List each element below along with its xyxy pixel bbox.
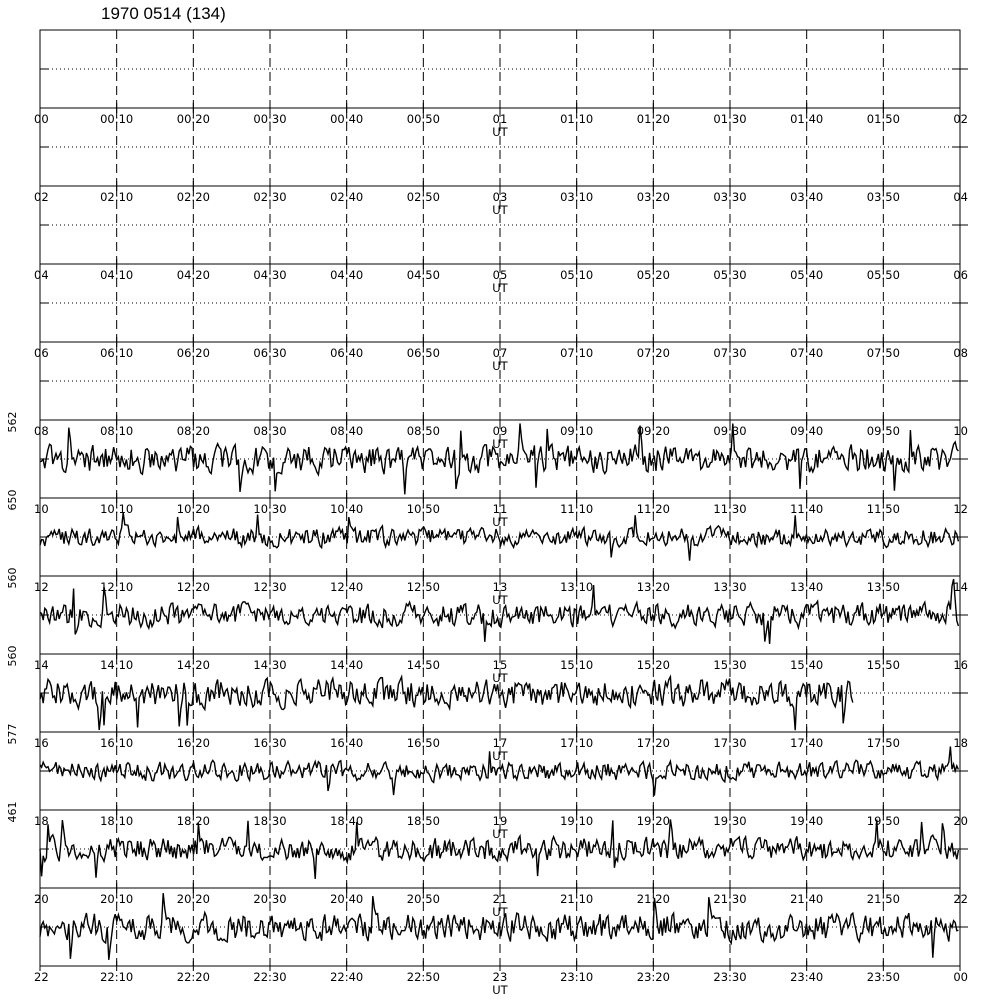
x-tick-label: 19:10	[560, 814, 594, 828]
x-tick-label: 04:30	[253, 268, 287, 282]
x-tick-label: 21	[492, 892, 508, 906]
x-tick-label: 15:40	[790, 658, 824, 672]
x-tick-label: 11	[492, 502, 508, 516]
x-tick-label: 00:50	[406, 112, 440, 126]
x-tick-label: 11:30	[713, 502, 747, 516]
x-tick-label: 07:50	[866, 346, 900, 360]
x-tick-label: 08:30	[253, 424, 287, 438]
x-tick-label: 22:50	[406, 970, 440, 984]
x-tick-label: 05:40	[790, 268, 824, 282]
x-tick-label: 16:50	[406, 736, 440, 750]
x-tick-label: 18	[34, 814, 49, 828]
x-axis-label: UT	[492, 125, 508, 139]
x-tick-label: 09:20	[636, 424, 670, 438]
x-tick-label: 23:50	[866, 970, 900, 984]
x-tick-label: 06:20	[176, 346, 210, 360]
x-tick-label: 05:50	[866, 268, 900, 282]
chart-title: 1970 0514 (134)	[101, 4, 226, 23]
x-tick-label: 01:20	[636, 112, 670, 126]
x-tick-label: 07:40	[790, 346, 824, 360]
x-tick-label: 15:50	[866, 658, 900, 672]
x-axis-label: UT	[492, 905, 508, 919]
x-tick-label: 11:10	[560, 502, 594, 516]
x-tick-label: 23:30	[713, 970, 747, 984]
x-axis-label: UT	[492, 983, 508, 997]
x-tick-label: 20	[34, 892, 49, 906]
x-tick-label: 09:10	[560, 424, 594, 438]
x-tick-label: 10:10	[100, 502, 134, 516]
x-tick-label: 05:10	[560, 268, 594, 282]
x-tick-label: 18:10	[100, 814, 134, 828]
x-tick-label: 18	[953, 736, 968, 750]
x-tick-label: 01:10	[560, 112, 594, 126]
x-tick-label: 06:50	[406, 346, 440, 360]
x-tick-label: 20	[953, 814, 968, 828]
x-tick-label: 02:40	[330, 190, 364, 204]
x-tick-label: 00:30	[253, 112, 287, 126]
x-tick-label: 03:40	[790, 190, 824, 204]
x-tick-label: 11:20	[636, 502, 670, 516]
x-tick-label: 09:50	[866, 424, 900, 438]
x-tick-label: 02:10	[100, 190, 134, 204]
x-tick-label: 08:40	[330, 424, 364, 438]
x-tick-label: 08	[34, 424, 49, 438]
x-tick-label: 12:20	[176, 580, 210, 594]
x-tick-label: 10	[953, 424, 968, 438]
x-tick-label: 08:10	[100, 424, 134, 438]
x-tick-label: 03:20	[636, 190, 670, 204]
x-tick-label: 14:30	[253, 658, 287, 672]
x-tick-label: 02	[953, 112, 968, 126]
x-tick-label: 09:40	[790, 424, 824, 438]
x-tick-label: 03:10	[560, 190, 594, 204]
x-tick-label: 01:50	[866, 112, 900, 126]
x-tick-label: 23:10	[560, 970, 594, 984]
x-tick-label: 11:50	[866, 502, 900, 516]
x-tick-label: 15:20	[636, 658, 670, 672]
panel-value-label: 577	[6, 723, 19, 745]
x-tick-label: 16:40	[330, 736, 364, 750]
x-tick-label: 21:50	[866, 892, 900, 906]
x-tick-label: 20:40	[330, 892, 364, 906]
x-tick-label: 13	[492, 580, 508, 594]
x-tick-label: 22	[953, 892, 968, 906]
x-tick-label: 00:20	[176, 112, 210, 126]
x-tick-label: 10:20	[176, 502, 210, 516]
x-tick-label: 03	[492, 190, 508, 204]
x-tick-label: 18:50	[406, 814, 440, 828]
signal-trace	[40, 677, 853, 731]
x-tick-label: 01	[492, 112, 508, 126]
x-axis-label: UT	[492, 515, 508, 529]
panel-value-label: 650	[6, 489, 19, 511]
x-axis-label: UT	[492, 437, 508, 451]
x-tick-label: 21:20	[636, 892, 670, 906]
x-tick-label: 12	[953, 502, 968, 516]
x-tick-label: 16	[953, 658, 968, 672]
x-tick-label: 04	[953, 190, 968, 204]
x-tick-label: 22:40	[330, 970, 364, 984]
x-tick-label: 16:30	[253, 736, 287, 750]
x-tick-label: 00:40	[330, 112, 364, 126]
x-tick-label: 05	[492, 268, 508, 282]
x-tick-label: 14	[953, 580, 968, 594]
x-tick-label: 21:10	[560, 892, 594, 906]
x-tick-label: 12	[34, 580, 49, 594]
x-tick-label: 19:20	[636, 814, 670, 828]
x-tick-label: 22:30	[253, 970, 287, 984]
x-tick-label: 09:30	[713, 424, 747, 438]
x-tick-label: 11:40	[790, 502, 824, 516]
x-tick-label: 07:30	[713, 346, 747, 360]
x-tick-label: 18:30	[253, 814, 287, 828]
x-tick-label: 03:30	[713, 190, 747, 204]
x-tick-label: 23:20	[636, 970, 670, 984]
x-tick-label: 19:30	[713, 814, 747, 828]
x-tick-label: 03:50	[866, 190, 900, 204]
x-tick-label: 20:50	[406, 892, 440, 906]
x-axis-label: UT	[492, 359, 508, 373]
x-tick-label: 20:20	[176, 892, 210, 906]
x-tick-label: 07:10	[560, 346, 594, 360]
x-tick-label: 00	[953, 970, 968, 984]
x-tick-label: 14:20	[176, 658, 210, 672]
x-tick-label: 12:50	[406, 580, 440, 594]
x-tick-label: 15:10	[560, 658, 594, 672]
x-tick-label: 17:20	[636, 736, 670, 750]
x-tick-label: 04:50	[406, 268, 440, 282]
x-tick-label: 23:40	[790, 970, 824, 984]
x-tick-label: 21:40	[790, 892, 824, 906]
x-tick-label: 15	[492, 658, 508, 672]
x-tick-label: 14:50	[406, 658, 440, 672]
x-tick-label: 22:20	[176, 970, 210, 984]
x-tick-label: 13:50	[866, 580, 900, 594]
x-tick-label: 16:10	[100, 736, 134, 750]
panel-value-label: 560	[6, 567, 19, 589]
x-tick-label: 18:20	[176, 814, 210, 828]
x-tick-label: 04:40	[330, 268, 364, 282]
x-tick-label: 01:40	[790, 112, 824, 126]
x-tick-label: 04	[34, 268, 49, 282]
x-tick-label: 10	[34, 502, 49, 516]
x-tick-label: 06	[34, 346, 49, 360]
x-tick-label: 20:10	[100, 892, 134, 906]
x-tick-label: 17:10	[560, 736, 594, 750]
x-axis-label: UT	[492, 593, 508, 607]
x-axis-label: UT	[492, 827, 508, 841]
x-tick-label: 07	[492, 346, 508, 360]
x-tick-label: 06:30	[253, 346, 287, 360]
x-tick-label: 00	[34, 112, 49, 126]
x-tick-label: 06:40	[330, 346, 364, 360]
x-tick-label: 02:30	[253, 190, 287, 204]
panel-value-label: 562	[6, 411, 19, 433]
x-tick-label: 13:10	[560, 580, 594, 594]
x-tick-label: 01:30	[713, 112, 747, 126]
x-tick-label: 08:20	[176, 424, 210, 438]
x-tick-label: 19	[492, 814, 508, 828]
x-tick-label: 18:40	[330, 814, 364, 828]
x-tick-label: 19:50	[866, 814, 900, 828]
x-tick-label: 04:10	[100, 268, 134, 282]
x-tick-label: 08:50	[406, 424, 440, 438]
x-tick-label: 08	[953, 346, 968, 360]
x-tick-label: 15:30	[713, 658, 747, 672]
x-axis-label: UT	[492, 671, 508, 685]
x-tick-label: 16	[34, 736, 49, 750]
x-tick-label: 17:50	[866, 736, 900, 750]
x-tick-label: 02:50	[406, 190, 440, 204]
x-axis-label: UT	[492, 749, 508, 763]
x-tick-label: 02	[34, 190, 49, 204]
x-tick-label: 10:40	[330, 502, 364, 516]
x-tick-label: 23	[492, 970, 508, 984]
x-tick-label: 17:40	[790, 736, 824, 750]
x-axis-label: UT	[492, 203, 508, 217]
x-tick-label: 13:20	[636, 580, 670, 594]
x-tick-label: 06:10	[100, 346, 134, 360]
x-tick-label: 02:20	[176, 190, 210, 204]
x-tick-label: 06	[953, 268, 968, 282]
x-tick-label: 16:20	[176, 736, 210, 750]
x-tick-label: 17	[492, 736, 508, 750]
x-tick-label: 12:40	[330, 580, 364, 594]
x-tick-label: 12:10	[100, 580, 134, 594]
x-tick-label: 04:20	[176, 268, 210, 282]
x-tick-label: 13:40	[790, 580, 824, 594]
panel-value-label: 461	[6, 801, 19, 823]
x-tick-label: 12:30	[253, 580, 287, 594]
x-tick-label: 13:30	[713, 580, 747, 594]
x-axis-label: UT	[492, 281, 508, 295]
x-tick-label: 10:30	[253, 502, 287, 516]
x-tick-label: 20:30	[253, 892, 287, 906]
x-tick-label: 05:20	[636, 268, 670, 282]
panel-value-label: 560	[6, 645, 19, 667]
x-tick-label: 22	[34, 970, 49, 984]
x-tick-label: 00:10	[100, 112, 134, 126]
x-tick-label: 07:20	[636, 346, 670, 360]
x-tick-label: 14:40	[330, 658, 364, 672]
x-tick-label: 22:10	[100, 970, 134, 984]
x-tick-label: 19:40	[790, 814, 824, 828]
x-tick-label: 05:30	[713, 268, 747, 282]
x-tick-label: 09	[492, 424, 508, 438]
x-tick-label: 21:30	[713, 892, 747, 906]
x-tick-label: 17:30	[713, 736, 747, 750]
x-tick-label: 14:10	[100, 658, 134, 672]
x-tick-label: 14	[34, 658, 49, 672]
x-tick-label: 10:50	[406, 502, 440, 516]
